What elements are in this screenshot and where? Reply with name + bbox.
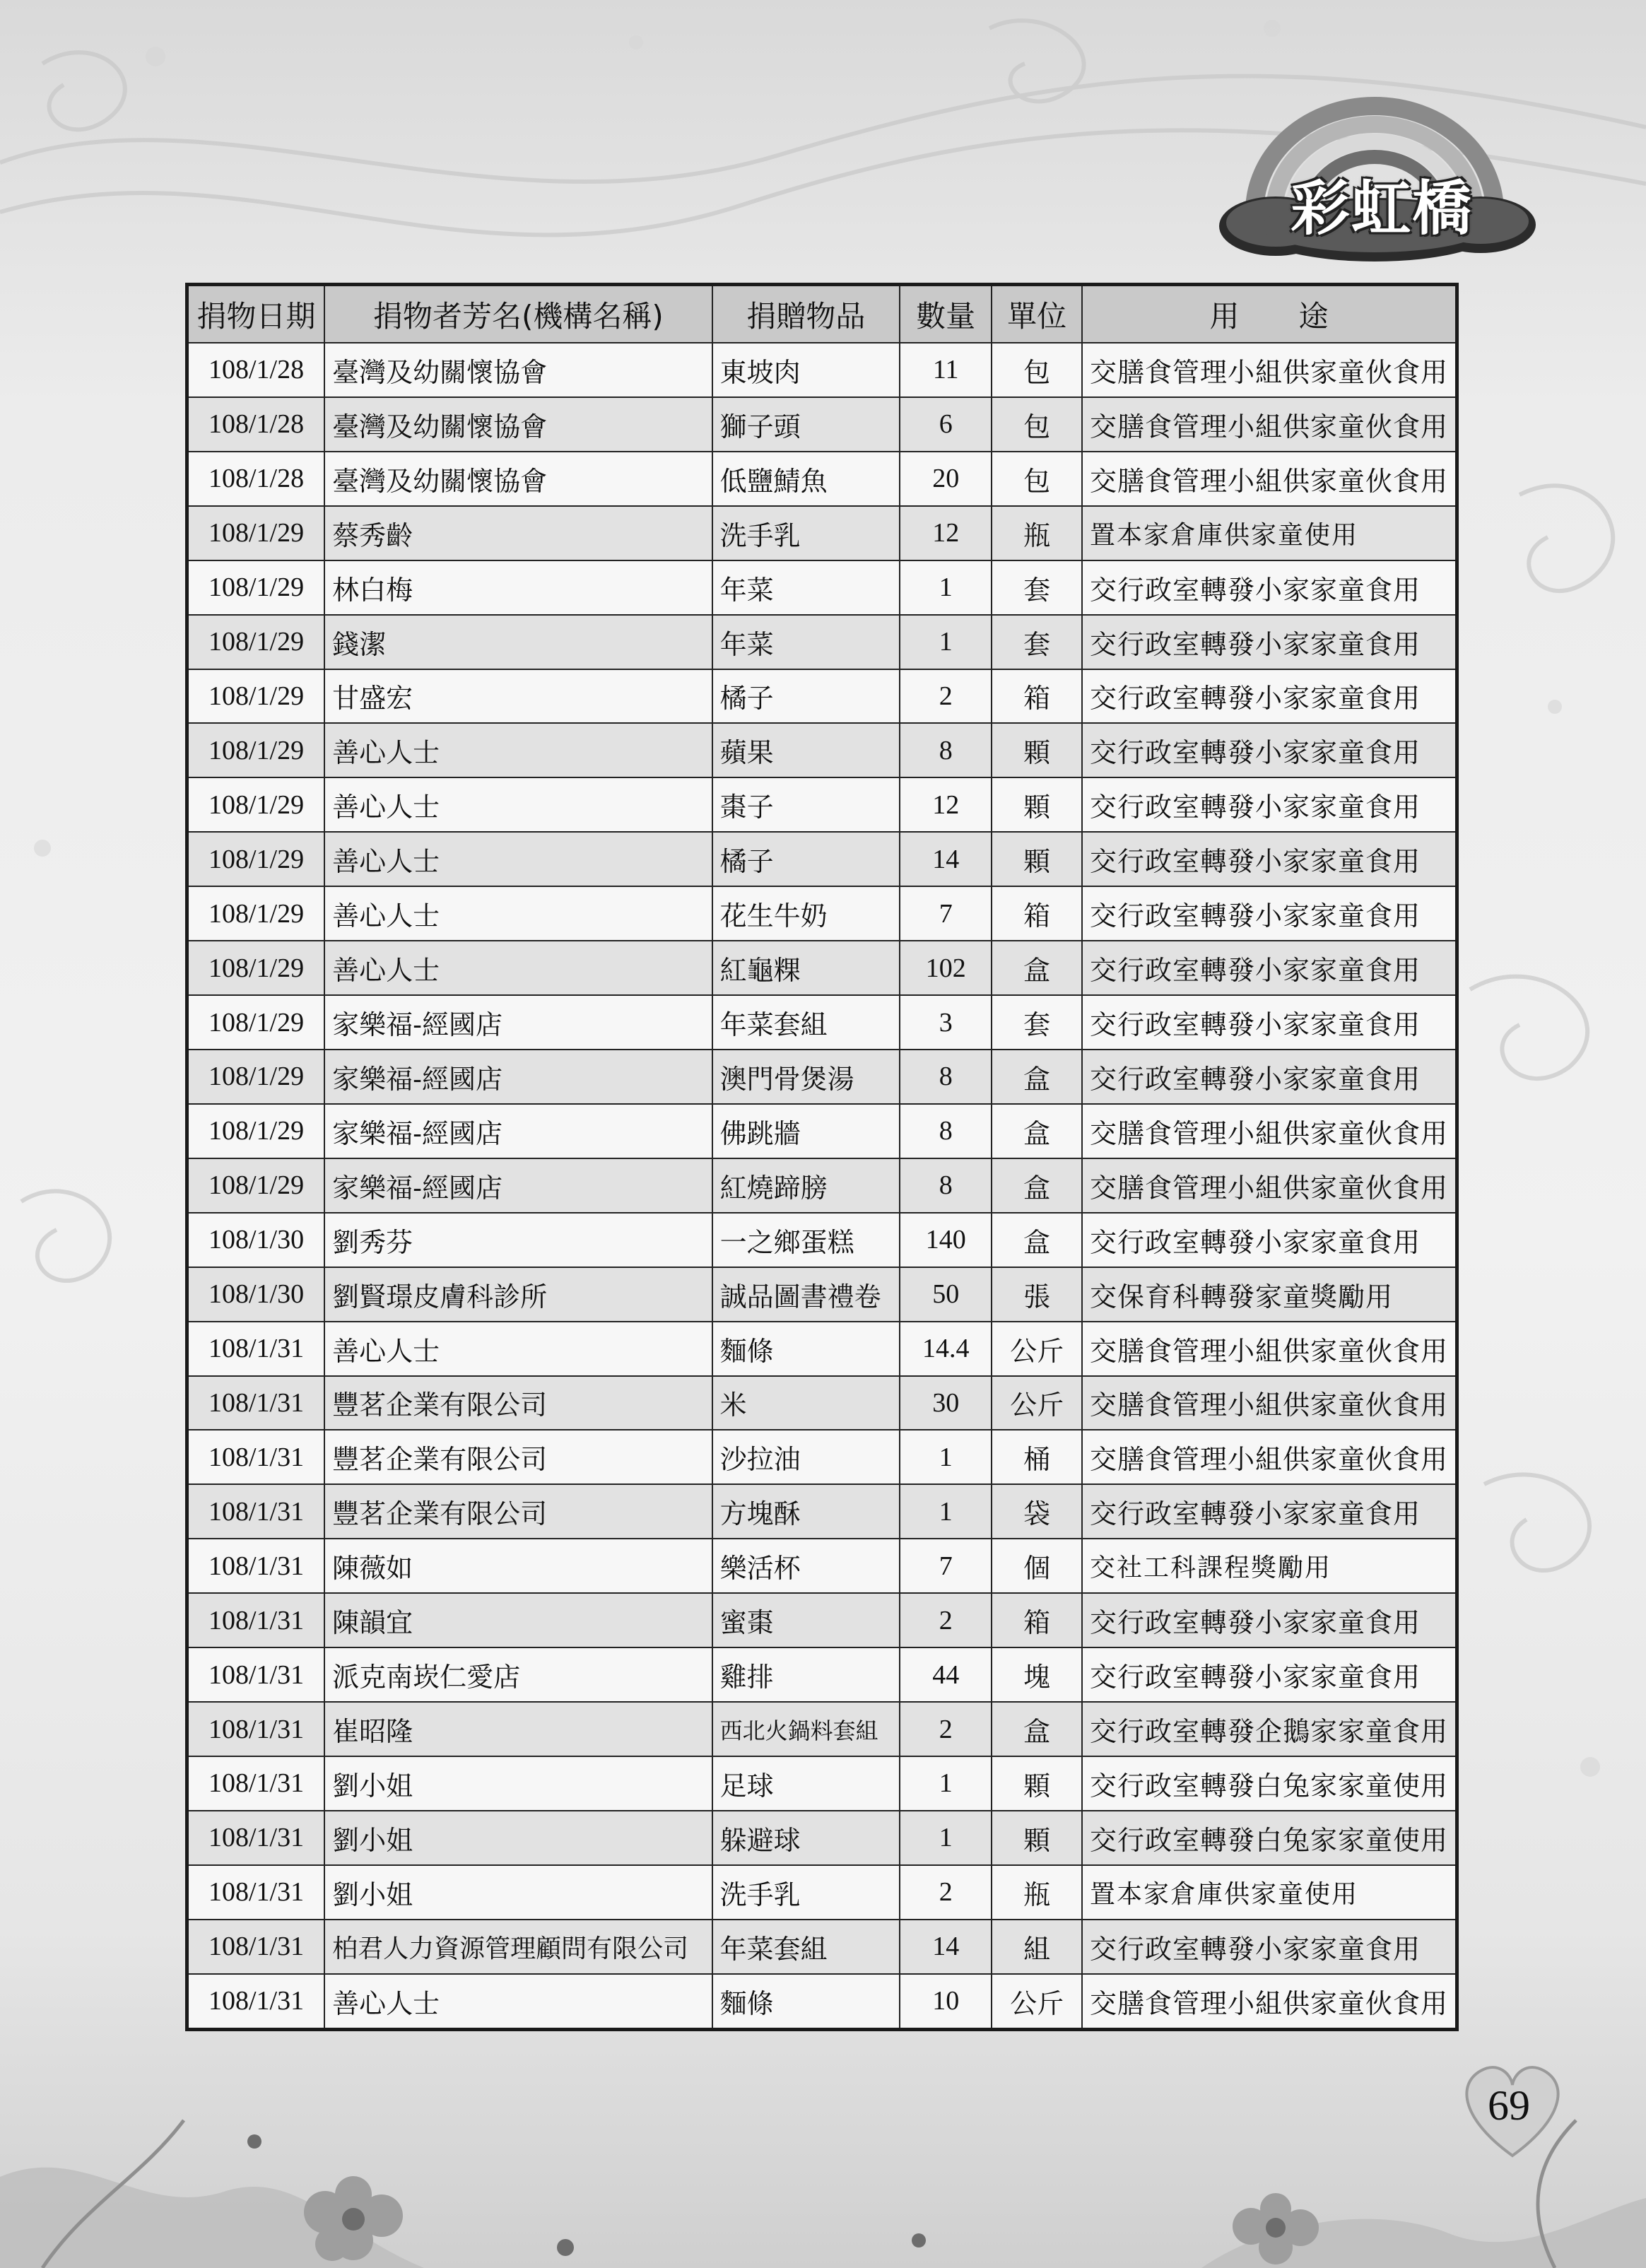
cell-item: 蜜棗 bbox=[712, 1593, 900, 1647]
cell-unit: 包 bbox=[992, 452, 1082, 506]
cell-quantity: 140 bbox=[900, 1213, 992, 1267]
cell-quantity: 6 bbox=[900, 397, 992, 452]
cell-item: 樂活杯 bbox=[712, 1539, 900, 1593]
cell-donor: 陳韻宜 bbox=[324, 1593, 712, 1647]
cell-quantity: 2 bbox=[900, 669, 992, 724]
cell-unit: 顆 bbox=[992, 1756, 1082, 1811]
cell-item: 洗手乳 bbox=[712, 1865, 900, 1920]
cell-item: 西北火鍋料套組 bbox=[712, 1702, 900, 1756]
table-row bbox=[187, 1920, 1457, 1974]
cell-date: 108/1/31 bbox=[187, 1376, 325, 1430]
cell-quantity: 1 bbox=[900, 1756, 992, 1811]
cell-unit: 套 bbox=[992, 995, 1082, 1050]
table-row bbox=[187, 397, 1457, 452]
cell-quantity: 11 bbox=[900, 343, 992, 397]
cell-item: 獅子頭 bbox=[712, 397, 900, 452]
cell-item: 花生牛奶 bbox=[712, 886, 900, 941]
cell-date: 108/1/31 bbox=[187, 1647, 325, 1702]
cell-date: 108/1/29 bbox=[187, 1050, 325, 1104]
table-row bbox=[187, 777, 1457, 832]
page-number: 69 bbox=[1488, 2082, 1530, 2129]
cell-unit: 顆 bbox=[992, 723, 1082, 777]
cell-date: 108/1/29 bbox=[187, 615, 325, 669]
cell-unit: 盒 bbox=[992, 1158, 1082, 1213]
table-row bbox=[187, 1865, 1457, 1920]
cell-donor: 善心人士 bbox=[324, 723, 712, 777]
cell-purpose: 交行政室轉發小家家童食用 bbox=[1082, 1050, 1457, 1104]
cell-unit: 盒 bbox=[992, 1050, 1082, 1104]
cell-date: 108/1/29 bbox=[187, 832, 325, 886]
cell-purpose: 交行政室轉發小家家童食用 bbox=[1082, 1484, 1457, 1539]
footer-floral-decoration bbox=[0, 2035, 1646, 2268]
cell-donor: 豐茗企業有限公司 bbox=[324, 1484, 712, 1539]
cell-quantity: 2 bbox=[900, 1865, 992, 1920]
table-row bbox=[187, 343, 1457, 397]
cell-donor: 柏君人力資源管理顧問有限公司 bbox=[324, 1920, 712, 1974]
cell-date: 108/1/31 bbox=[187, 1593, 325, 1647]
cell-donor: 臺灣及幼關懷協會 bbox=[324, 343, 712, 397]
cell-unit: 包 bbox=[992, 343, 1082, 397]
table-row bbox=[187, 1267, 1457, 1322]
cell-purpose: 交行政室轉發小家家童食用 bbox=[1082, 777, 1457, 832]
cell-donor: 劉賢璟皮膚科診所 bbox=[324, 1267, 712, 1322]
cell-donor: 劉秀芬 bbox=[324, 1213, 712, 1267]
cell-unit: 組 bbox=[992, 1920, 1082, 1974]
cell-purpose: 交膳食管理小組供家童伙食用 bbox=[1082, 1430, 1457, 1484]
cell-quantity: 8 bbox=[900, 1050, 992, 1104]
cell-purpose: 交膳食管理小組供家童伙食用 bbox=[1082, 1376, 1457, 1430]
cell-quantity: 12 bbox=[900, 777, 992, 832]
cell-unit: 箱 bbox=[992, 886, 1082, 941]
cell-purpose: 交行政室轉發小家家童食用 bbox=[1082, 1213, 1457, 1267]
cell-purpose: 交行政室轉發小家家童食用 bbox=[1082, 560, 1457, 615]
cell-purpose: 交行政室轉發小家家童食用 bbox=[1082, 669, 1457, 724]
table-row bbox=[187, 1702, 1457, 1756]
table-row bbox=[187, 1376, 1457, 1430]
table-row bbox=[187, 1484, 1457, 1539]
donation-table bbox=[185, 283, 1459, 2031]
cell-item: 橘子 bbox=[712, 832, 900, 886]
cell-quantity: 8 bbox=[900, 723, 992, 777]
cell-item: 紅燒蹄膀 bbox=[712, 1158, 900, 1213]
cell-donor: 善心人士 bbox=[324, 777, 712, 832]
cell-donor: 家樂福-經國店 bbox=[324, 1104, 712, 1158]
cell-date: 108/1/31 bbox=[187, 1484, 325, 1539]
table-row bbox=[187, 832, 1457, 886]
cell-purpose: 交膳食管理小組供家童伙食用 bbox=[1082, 1158, 1457, 1213]
cell-item: 米 bbox=[712, 1376, 900, 1430]
cell-date: 108/1/30 bbox=[187, 1267, 325, 1322]
cell-unit: 盒 bbox=[992, 941, 1082, 995]
cell-donor: 臺灣及幼關懷協會 bbox=[324, 452, 712, 506]
table-row bbox=[187, 1811, 1457, 1865]
cell-purpose: 交行政室轉發小家家童食用 bbox=[1082, 832, 1457, 886]
cell-donor: 家樂福-經國店 bbox=[324, 995, 712, 1050]
cell-donor: 豐茗企業有限公司 bbox=[324, 1376, 712, 1430]
cell-unit: 張 bbox=[992, 1267, 1082, 1322]
cell-donor: 善心人士 bbox=[324, 1974, 712, 2030]
table-row bbox=[187, 615, 1457, 669]
cell-item: 年菜 bbox=[712, 615, 900, 669]
cell-quantity: 1 bbox=[900, 560, 992, 615]
cell-item: 蘋果 bbox=[712, 723, 900, 777]
table-row bbox=[187, 1647, 1457, 1702]
table-row bbox=[187, 1539, 1457, 1593]
table-row bbox=[187, 669, 1457, 724]
cell-date: 108/1/31 bbox=[187, 1920, 325, 1974]
cell-donor: 劉小姐 bbox=[324, 1811, 712, 1865]
table-row bbox=[187, 1050, 1457, 1104]
cell-quantity: 12 bbox=[900, 506, 992, 560]
cell-quantity: 30 bbox=[900, 1376, 992, 1430]
cell-unit: 套 bbox=[992, 615, 1082, 669]
cell-donor: 善心人士 bbox=[324, 1322, 712, 1376]
cell-purpose: 交行政室轉發小家家童食用 bbox=[1082, 1647, 1457, 1702]
cell-date: 108/1/28 bbox=[187, 397, 325, 452]
table-row bbox=[187, 1213, 1457, 1267]
cell-donor: 善心人士 bbox=[324, 886, 712, 941]
cell-item: 橘子 bbox=[712, 669, 900, 724]
cell-purpose: 交膳食管理小組供家童伙食用 bbox=[1082, 452, 1457, 506]
cell-date: 108/1/31 bbox=[187, 1322, 325, 1376]
cell-unit: 桶 bbox=[992, 1430, 1082, 1484]
cell-unit: 袋 bbox=[992, 1484, 1082, 1539]
column-header-quantity: 數量 bbox=[900, 285, 992, 343]
table-row bbox=[187, 560, 1457, 615]
cell-unit: 顆 bbox=[992, 777, 1082, 832]
cell-purpose: 交膳食管理小組供家童伙食用 bbox=[1082, 397, 1457, 452]
cell-quantity: 102 bbox=[900, 941, 992, 995]
cell-unit: 公斤 bbox=[992, 1376, 1082, 1430]
table-header-row bbox=[187, 285, 1457, 343]
table-row bbox=[187, 1322, 1457, 1376]
cell-purpose: 置本家倉庫供家童使用 bbox=[1082, 506, 1457, 560]
cell-quantity: 8 bbox=[900, 1158, 992, 1213]
cell-item: 雞排 bbox=[712, 1647, 900, 1702]
cell-date: 108/1/29 bbox=[187, 886, 325, 941]
cell-unit: 個 bbox=[992, 1539, 1082, 1593]
cell-donor: 劉小姐 bbox=[324, 1865, 712, 1920]
cell-date: 108/1/31 bbox=[187, 1539, 325, 1593]
cell-quantity: 1 bbox=[900, 1484, 992, 1539]
cell-date: 108/1/30 bbox=[187, 1213, 325, 1267]
cell-item: 一之鄉蛋糕 bbox=[712, 1213, 900, 1267]
cell-unit: 箱 bbox=[992, 669, 1082, 724]
cell-item: 麵條 bbox=[712, 1322, 900, 1376]
cell-purpose: 交行政室轉發白兔家家童使用 bbox=[1082, 1811, 1457, 1865]
cell-donor: 陳薇如 bbox=[324, 1539, 712, 1593]
cell-purpose: 交行政室轉發小家家童食用 bbox=[1082, 1593, 1457, 1647]
cell-donor: 甘盛宏 bbox=[324, 669, 712, 724]
cell-quantity: 14 bbox=[900, 832, 992, 886]
cell-quantity: 3 bbox=[900, 995, 992, 1050]
cell-item: 足球 bbox=[712, 1756, 900, 1811]
cell-unit: 包 bbox=[992, 397, 1082, 452]
cell-quantity: 1 bbox=[900, 615, 992, 669]
cell-purpose: 交行政室轉發白兔家家童使用 bbox=[1082, 1756, 1457, 1811]
cell-quantity: 50 bbox=[900, 1267, 992, 1322]
cell-purpose: 交社工科課程獎勵用 bbox=[1082, 1539, 1457, 1593]
cell-purpose: 交行政室轉發小家家童食用 bbox=[1082, 995, 1457, 1050]
cell-quantity: 20 bbox=[900, 452, 992, 506]
cell-date: 108/1/31 bbox=[187, 1756, 325, 1811]
cell-quantity: 1 bbox=[900, 1430, 992, 1484]
cell-purpose: 交行政室轉發小家家童食用 bbox=[1082, 723, 1457, 777]
column-header-donor: 捐物者芳名(機構名稱) bbox=[324, 285, 712, 343]
cell-quantity: 14 bbox=[900, 1920, 992, 1974]
cell-unit: 盒 bbox=[992, 1104, 1082, 1158]
cell-item: 年菜 bbox=[712, 560, 900, 615]
cell-quantity: 2 bbox=[900, 1702, 992, 1756]
cell-item: 低鹽鯖魚 bbox=[712, 452, 900, 506]
cell-item: 年菜套組 bbox=[712, 1920, 900, 1974]
cell-item: 方塊酥 bbox=[712, 1484, 900, 1539]
cell-item: 麵條 bbox=[712, 1974, 900, 2030]
cell-unit: 套 bbox=[992, 560, 1082, 615]
table-row bbox=[187, 1974, 1457, 2030]
cell-purpose: 置本家倉庫供家童使用 bbox=[1082, 1865, 1457, 1920]
cell-item: 佛跳牆 bbox=[712, 1104, 900, 1158]
cell-purpose: 交膳食管理小組供家童伙食用 bbox=[1082, 1322, 1457, 1376]
cell-item: 紅龜粿 bbox=[712, 941, 900, 995]
cell-unit: 瓶 bbox=[992, 1865, 1082, 1920]
cell-unit: 瓶 bbox=[992, 506, 1082, 560]
table-row bbox=[187, 886, 1457, 941]
cell-quantity: 1 bbox=[900, 1811, 992, 1865]
cell-date: 108/1/31 bbox=[187, 1865, 325, 1920]
cell-donor: 善心人士 bbox=[324, 832, 712, 886]
cell-date: 108/1/29 bbox=[187, 723, 325, 777]
cell-quantity: 14.4 bbox=[900, 1322, 992, 1376]
cell-quantity: 8 bbox=[900, 1104, 992, 1158]
cell-date: 108/1/29 bbox=[187, 995, 325, 1050]
cell-purpose: 交行政室轉發小家家童食用 bbox=[1082, 941, 1457, 995]
cell-item: 沙拉油 bbox=[712, 1430, 900, 1484]
cell-date: 108/1/28 bbox=[187, 343, 325, 397]
table-body bbox=[187, 343, 1457, 2030]
cell-date: 108/1/29 bbox=[187, 1158, 325, 1213]
table-row bbox=[187, 1756, 1457, 1811]
cell-unit: 顆 bbox=[992, 1811, 1082, 1865]
cell-donor: 錢潔 bbox=[324, 615, 712, 669]
cell-donor: 崔昭隆 bbox=[324, 1702, 712, 1756]
cell-purpose: 交保育科轉發家童獎勵用 bbox=[1082, 1267, 1457, 1322]
cell-purpose: 交行政室轉發小家家童食用 bbox=[1082, 886, 1457, 941]
cell-unit: 公斤 bbox=[992, 1322, 1082, 1376]
cell-item: 棗子 bbox=[712, 777, 900, 832]
cell-unit: 盒 bbox=[992, 1702, 1082, 1756]
column-header-purpose: 用 途 bbox=[1082, 285, 1457, 343]
cell-date: 108/1/29 bbox=[187, 560, 325, 615]
cell-date: 108/1/31 bbox=[187, 1811, 325, 1865]
cell-donor: 家樂福-經國店 bbox=[324, 1158, 712, 1213]
table-row bbox=[187, 723, 1457, 777]
cell-date: 108/1/31 bbox=[187, 1430, 325, 1484]
cell-unit: 箱 bbox=[992, 1593, 1082, 1647]
cell-date: 108/1/29 bbox=[187, 941, 325, 995]
column-header-unit: 單位 bbox=[992, 285, 1082, 343]
cell-donor: 善心人士 bbox=[324, 941, 712, 995]
cell-quantity: 44 bbox=[900, 1647, 992, 1702]
cell-date: 108/1/28 bbox=[187, 452, 325, 506]
cell-item: 誠品圖書禮卷 bbox=[712, 1267, 900, 1322]
column-header-item: 捐贈物品 bbox=[712, 285, 900, 343]
cell-donor: 豐茗企業有限公司 bbox=[324, 1430, 712, 1484]
cell-purpose: 交行政室轉發企鵝家家童食用 bbox=[1082, 1702, 1457, 1756]
cell-donor: 林白梅 bbox=[324, 560, 712, 615]
cell-date: 108/1/29 bbox=[187, 669, 325, 724]
cell-quantity: 10 bbox=[900, 1974, 992, 2030]
cell-donor: 蔡秀齡 bbox=[324, 506, 712, 560]
cell-quantity: 7 bbox=[900, 886, 992, 941]
cell-unit: 塊 bbox=[992, 1647, 1082, 1702]
logo-title: 彩虹橋 bbox=[1290, 174, 1473, 243]
table-row bbox=[187, 1104, 1457, 1158]
cell-donor: 臺灣及幼關懷協會 bbox=[324, 397, 712, 452]
cell-purpose: 交膳食管理小組供家童伙食用 bbox=[1082, 1974, 1457, 2030]
cell-item: 洗手乳 bbox=[712, 506, 900, 560]
cell-purpose: 交行政室轉發小家家童食用 bbox=[1082, 1920, 1457, 1974]
cell-quantity: 2 bbox=[900, 1593, 992, 1647]
table-row bbox=[187, 452, 1457, 506]
table-row bbox=[187, 995, 1457, 1050]
cell-item: 澳門骨煲湯 bbox=[712, 1050, 900, 1104]
table-row bbox=[187, 1158, 1457, 1213]
table-row bbox=[187, 1430, 1457, 1484]
table-row bbox=[187, 1593, 1457, 1647]
cell-quantity: 7 bbox=[900, 1539, 992, 1593]
cell-unit: 顆 bbox=[992, 832, 1082, 886]
cell-purpose: 交膳食管理小組供家童伙食用 bbox=[1082, 343, 1457, 397]
cell-donor: 派克南崁仁愛店 bbox=[324, 1647, 712, 1702]
cell-purpose: 交膳食管理小組供家童伙食用 bbox=[1082, 1104, 1457, 1158]
cell-item: 躲避球 bbox=[712, 1811, 900, 1865]
column-header-date: 捐物日期 bbox=[187, 285, 325, 343]
cell-date: 108/1/31 bbox=[187, 1974, 325, 2030]
cell-item: 東坡肉 bbox=[712, 343, 900, 397]
cell-date: 108/1/29 bbox=[187, 777, 325, 832]
cell-donor: 家樂福-經國店 bbox=[324, 1050, 712, 1104]
cell-unit: 盒 bbox=[992, 1213, 1082, 1267]
cell-date: 108/1/29 bbox=[187, 506, 325, 560]
cell-donor: 劉小姐 bbox=[324, 1756, 712, 1811]
cell-date: 108/1/31 bbox=[187, 1702, 325, 1756]
cell-item: 年菜套組 bbox=[712, 995, 900, 1050]
cell-date: 108/1/29 bbox=[187, 1104, 325, 1158]
cell-purpose: 交行政室轉發小家家童食用 bbox=[1082, 615, 1457, 669]
cell-unit: 公斤 bbox=[992, 1974, 1082, 2030]
table-row bbox=[187, 941, 1457, 995]
table-row bbox=[187, 506, 1457, 560]
